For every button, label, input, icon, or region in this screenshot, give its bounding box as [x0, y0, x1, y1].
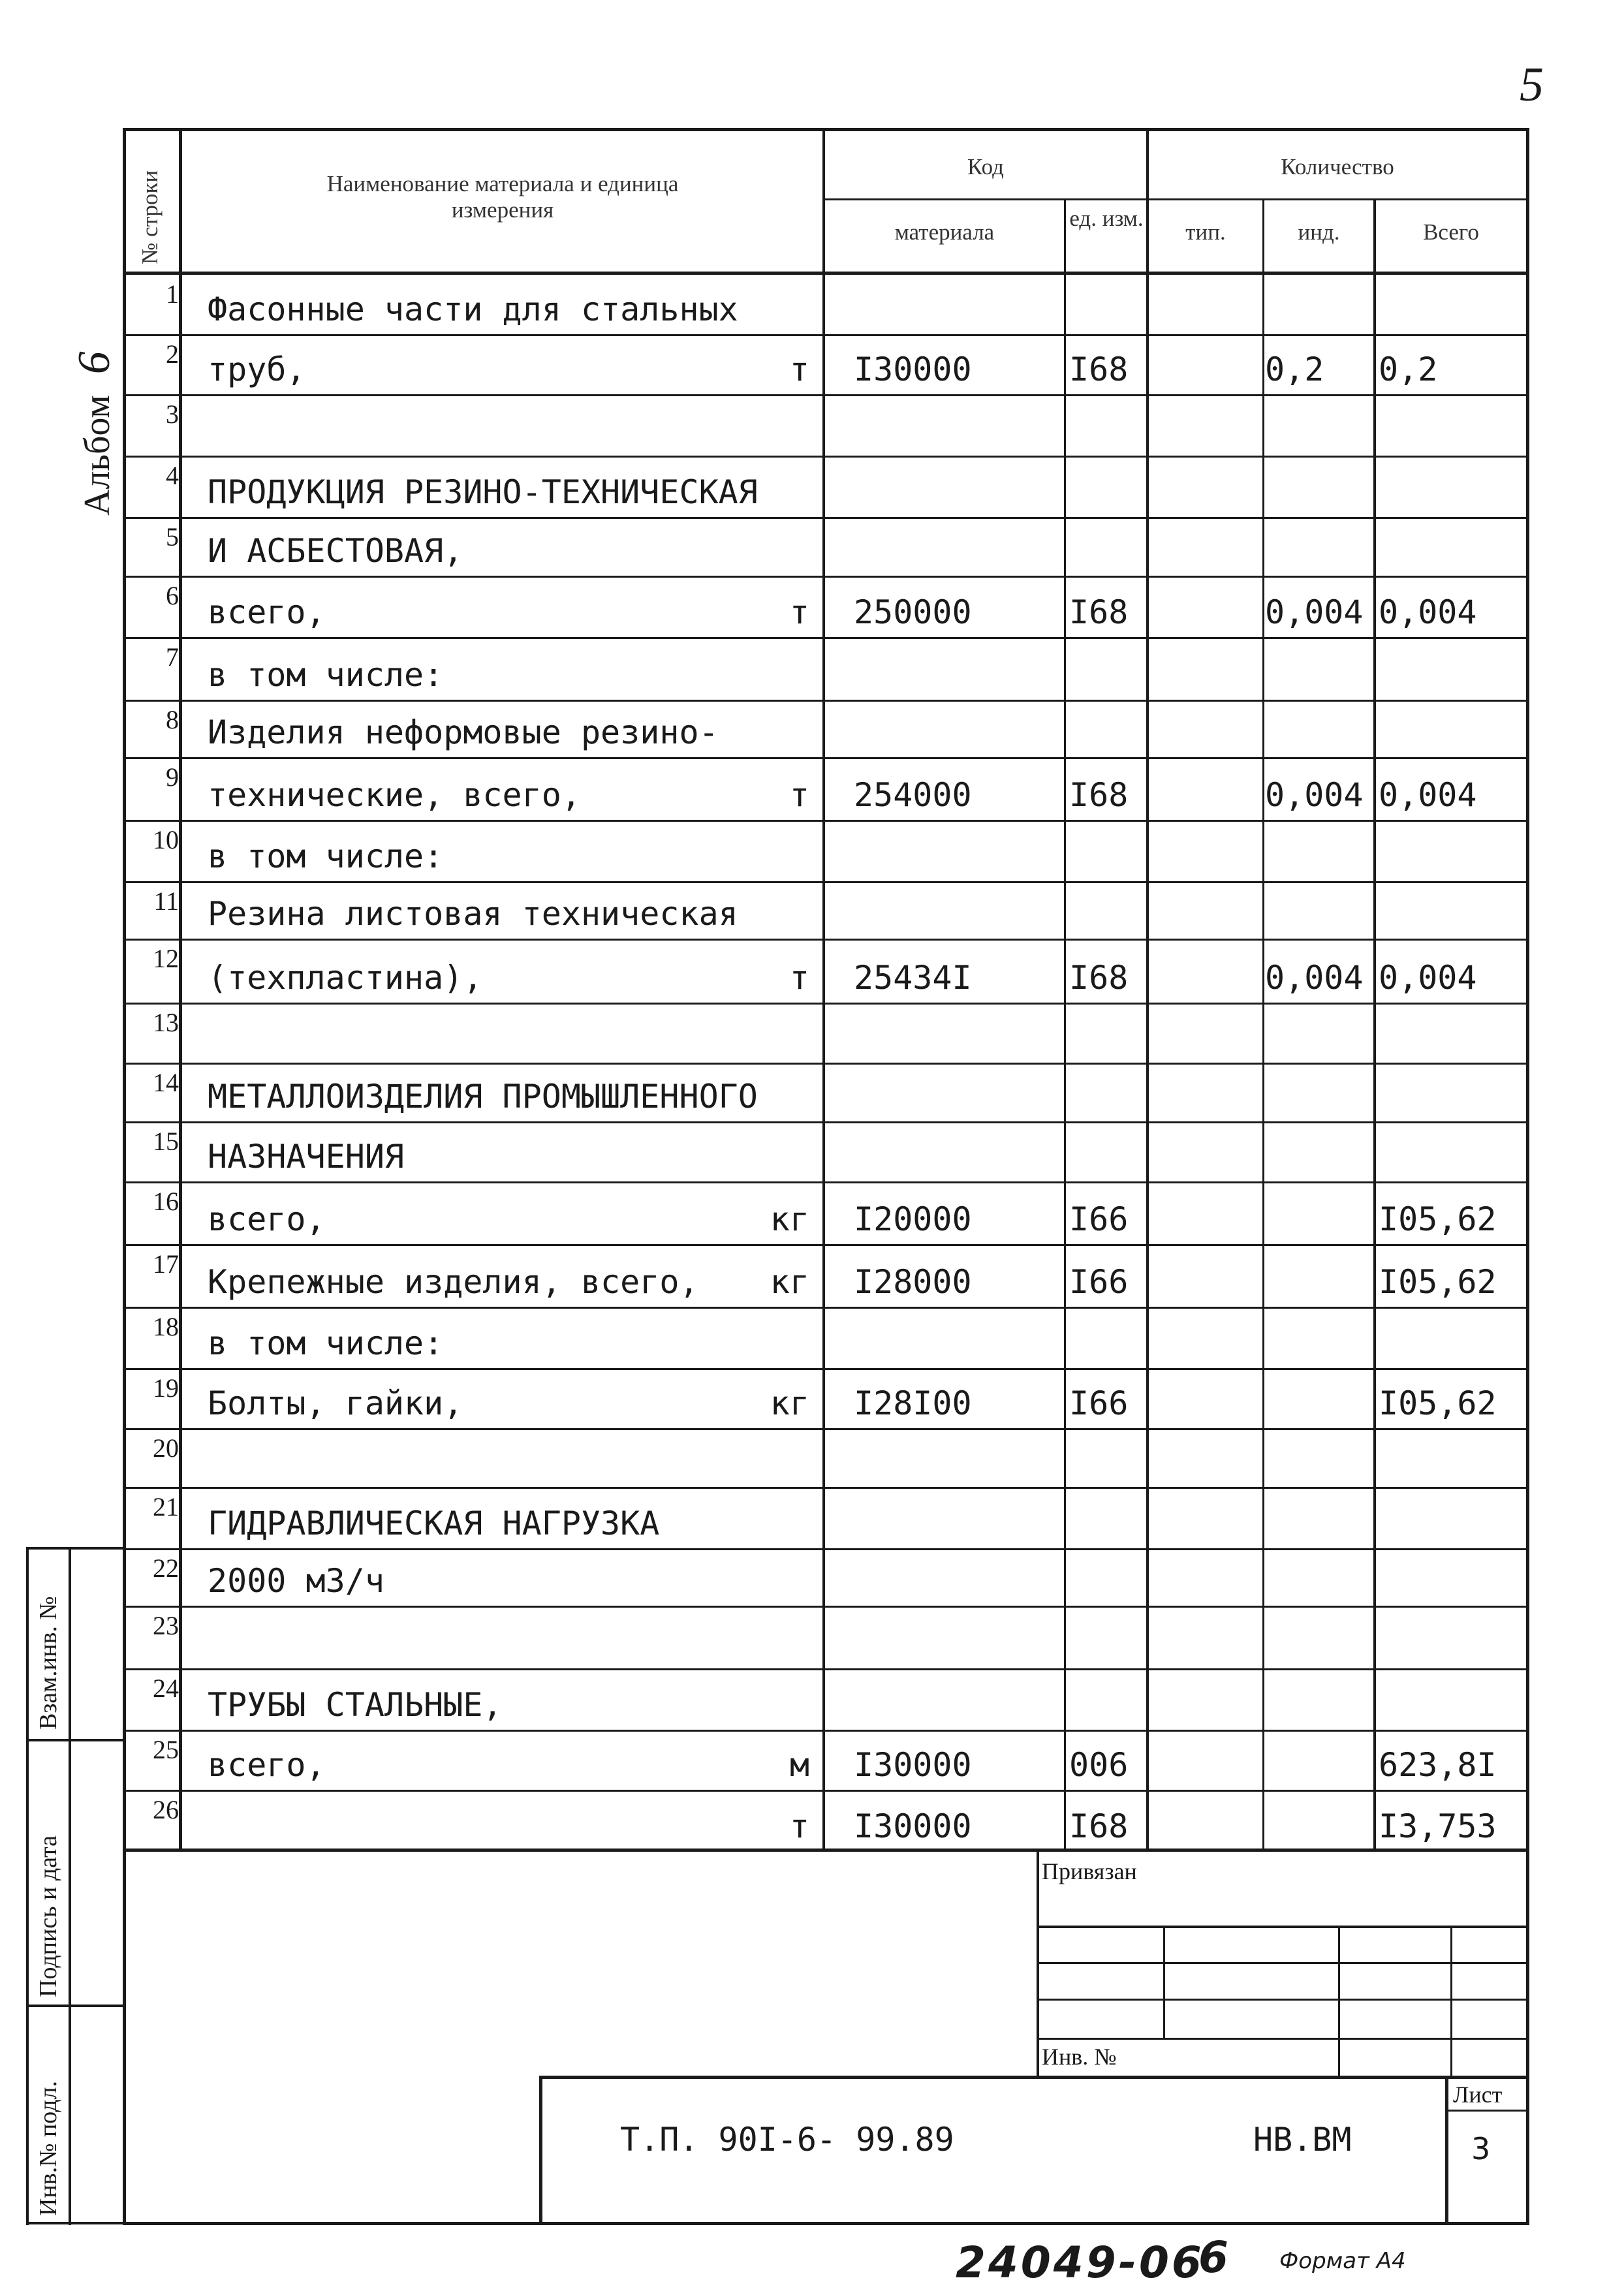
row-name: 2000 м3/ч: [208, 1562, 384, 1600]
row-name: Фасонные части для стальных: [208, 290, 738, 328]
album-label: [69, 351, 121, 516]
row-name: МЕТАЛЛОИЗДЕЛИЯ ПРОМЫШЛЕННОГО: [208, 1078, 758, 1115]
row-material-code: I20000: [854, 1200, 972, 1238]
stamp-replace-inv: Взам.инв. №: [35, 1596, 62, 1730]
row-number: 22: [153, 1553, 179, 1583]
row-number: 4: [166, 461, 179, 490]
row-unit-code: I66: [1069, 1200, 1129, 1238]
row-unit-code: I68: [1069, 959, 1129, 997]
row-name: в том числе:: [208, 837, 444, 875]
row-unit-code: I68: [1069, 1807, 1129, 1845]
row-number: 23: [153, 1611, 179, 1640]
row-unit-code: I68: [1069, 776, 1129, 814]
row-number: 15: [153, 1127, 179, 1156]
sheet-number-block: 3: [1471, 2131, 1491, 2166]
row-number: 20: [153, 1433, 179, 1463]
row-number: 9: [166, 762, 179, 792]
header-code-unit: ед. изм.: [1069, 206, 1144, 231]
row-name: И АСБЕСТОВАЯ,: [208, 532, 463, 570]
attached-label: Привязан: [1042, 1858, 1137, 1884]
row-number: 1: [166, 279, 179, 309]
row-number: 10: [153, 825, 179, 854]
row-number: 24: [153, 1674, 179, 1703]
row-number: 6: [166, 581, 179, 610]
row-qty-ind: 0,004: [1265, 776, 1364, 814]
row-qty-total: 0,004: [1379, 959, 1477, 997]
row-number: 25: [153, 1735, 179, 1764]
row-material-code: 250000: [854, 593, 972, 631]
row-material-code: I30000: [854, 1746, 972, 1784]
row-qty-total: I05,62: [1379, 1263, 1497, 1301]
row-material-code: I28000: [854, 1263, 972, 1301]
header-qty-total: Всего: [1423, 219, 1479, 245]
row-unit-code: I66: [1069, 1384, 1129, 1422]
row-name: (техпластина),: [208, 959, 483, 997]
stamp-inv-original: Инв.№ подл.: [35, 2080, 62, 2216]
row-unit: м: [789, 1746, 809, 1784]
row-material-code: 25434I: [854, 959, 972, 997]
handwritten-number: 24049-06: [956, 2238, 1204, 2288]
row-number: 12: [153, 944, 179, 973]
row-unit: кг: [770, 1200, 809, 1238]
row-unit: т: [789, 351, 809, 388]
row-name: НАЗНАЧЕНИЯ: [208, 1138, 405, 1176]
row-number: 19: [153, 1373, 179, 1403]
row-name: в том числе:: [208, 656, 444, 694]
row-name: всего,: [208, 1746, 326, 1784]
row-name: труб,: [208, 351, 306, 388]
format-label: Формат А4: [1279, 2248, 1406, 2274]
album-label-text: Альбом: [77, 395, 117, 516]
row-name: ГИДРАВЛИЧЕСКАЯ НАГРУЗКА: [208, 1505, 660, 1542]
row-qty-total: 623,8I: [1379, 1746, 1497, 1784]
row-unit: т: [789, 959, 809, 997]
row-unit-code: I68: [1069, 351, 1129, 388]
row-name: ПРОДУКЦИЯ РЕЗИНО-ТЕХНИЧЕСКАЯ: [208, 473, 758, 511]
document-code: Т.П. 90I-6- 99.89: [620, 2121, 954, 2159]
header-quantity: Количество: [1281, 154, 1394, 179]
row-number: 3: [166, 399, 179, 429]
row-material-code: I28I00: [854, 1384, 972, 1422]
row-unit: т: [789, 593, 809, 631]
row-number: 17: [153, 1249, 179, 1279]
row-number: 21: [153, 1492, 179, 1521]
header-code: Код: [967, 154, 1004, 179]
header-qty-ind: инд.: [1298, 219, 1340, 245]
row-number: 2: [166, 339, 179, 369]
row-material-code: I30000: [854, 1807, 972, 1845]
row-name: всего,: [208, 593, 326, 631]
sheet-label: Лист: [1453, 2082, 1503, 2108]
row-qty-total: 0,2: [1379, 351, 1438, 388]
sheet-number: 5: [1520, 58, 1544, 112]
footer-album-number: 6: [1198, 2232, 1228, 2283]
row-unit: т: [789, 776, 809, 814]
row-name: ТРУБЫ СТАЛЬНЫЕ,: [208, 1686, 503, 1724]
row-qty-total: I3,753: [1379, 1807, 1497, 1845]
row-qty-total: 0,004: [1379, 776, 1477, 814]
row-material-code: I30000: [854, 351, 972, 388]
row-qty-ind: 0,004: [1265, 593, 1364, 631]
row-number: 16: [153, 1187, 179, 1216]
row-qty-ind: 0,004: [1265, 959, 1364, 997]
row-unit: т: [789, 1807, 809, 1845]
stamp-signature-date: Подпись и дата: [35, 1835, 62, 1997]
row-name: в том числе:: [208, 1324, 444, 1362]
album-number: 6: [69, 351, 119, 375]
row-unit: кг: [770, 1384, 809, 1422]
row-name: Болты, гайки,: [208, 1384, 463, 1422]
row-unit-code: 006: [1069, 1746, 1129, 1784]
header-row-no: № строки: [137, 170, 163, 264]
row-number: 18: [153, 1312, 179, 1341]
row-name: Крепежные изделия, всего,: [208, 1263, 699, 1301]
row-qty-ind: 0,2: [1265, 351, 1324, 388]
row-number: 8: [166, 705, 179, 734]
row-name: Изделия неформовые резино-: [208, 713, 719, 751]
header-code-material: материала: [894, 219, 995, 245]
row-number: 11: [153, 886, 179, 916]
row-unit-code: I68: [1069, 593, 1129, 631]
row-unit: кг: [770, 1263, 809, 1301]
row-qty-total: I05,62: [1379, 1200, 1497, 1238]
row-name: Резина листовая техническая: [208, 895, 738, 933]
row-number: 26: [153, 1795, 179, 1824]
inv-no-label: Инв. №: [1042, 2044, 1117, 2070]
row-material-code: 254000: [854, 776, 972, 814]
row-qty-total: I05,62: [1379, 1384, 1497, 1422]
document-mark: НВ.ВМ: [1253, 2121, 1352, 2159]
row-number: 13: [153, 1008, 179, 1037]
row-number: 14: [153, 1068, 179, 1097]
row-qty-total: 0,004: [1379, 593, 1477, 631]
row-name: технические, всего,: [208, 776, 581, 814]
row-name: всего,: [208, 1200, 326, 1238]
row-unit-code: I66: [1069, 1263, 1129, 1301]
header-qty-typ: тип.: [1185, 219, 1226, 245]
row-number: 7: [166, 642, 179, 672]
header-name: Наименование материала и единица измерения: [326, 171, 679, 223]
row-number: 5: [166, 522, 179, 552]
